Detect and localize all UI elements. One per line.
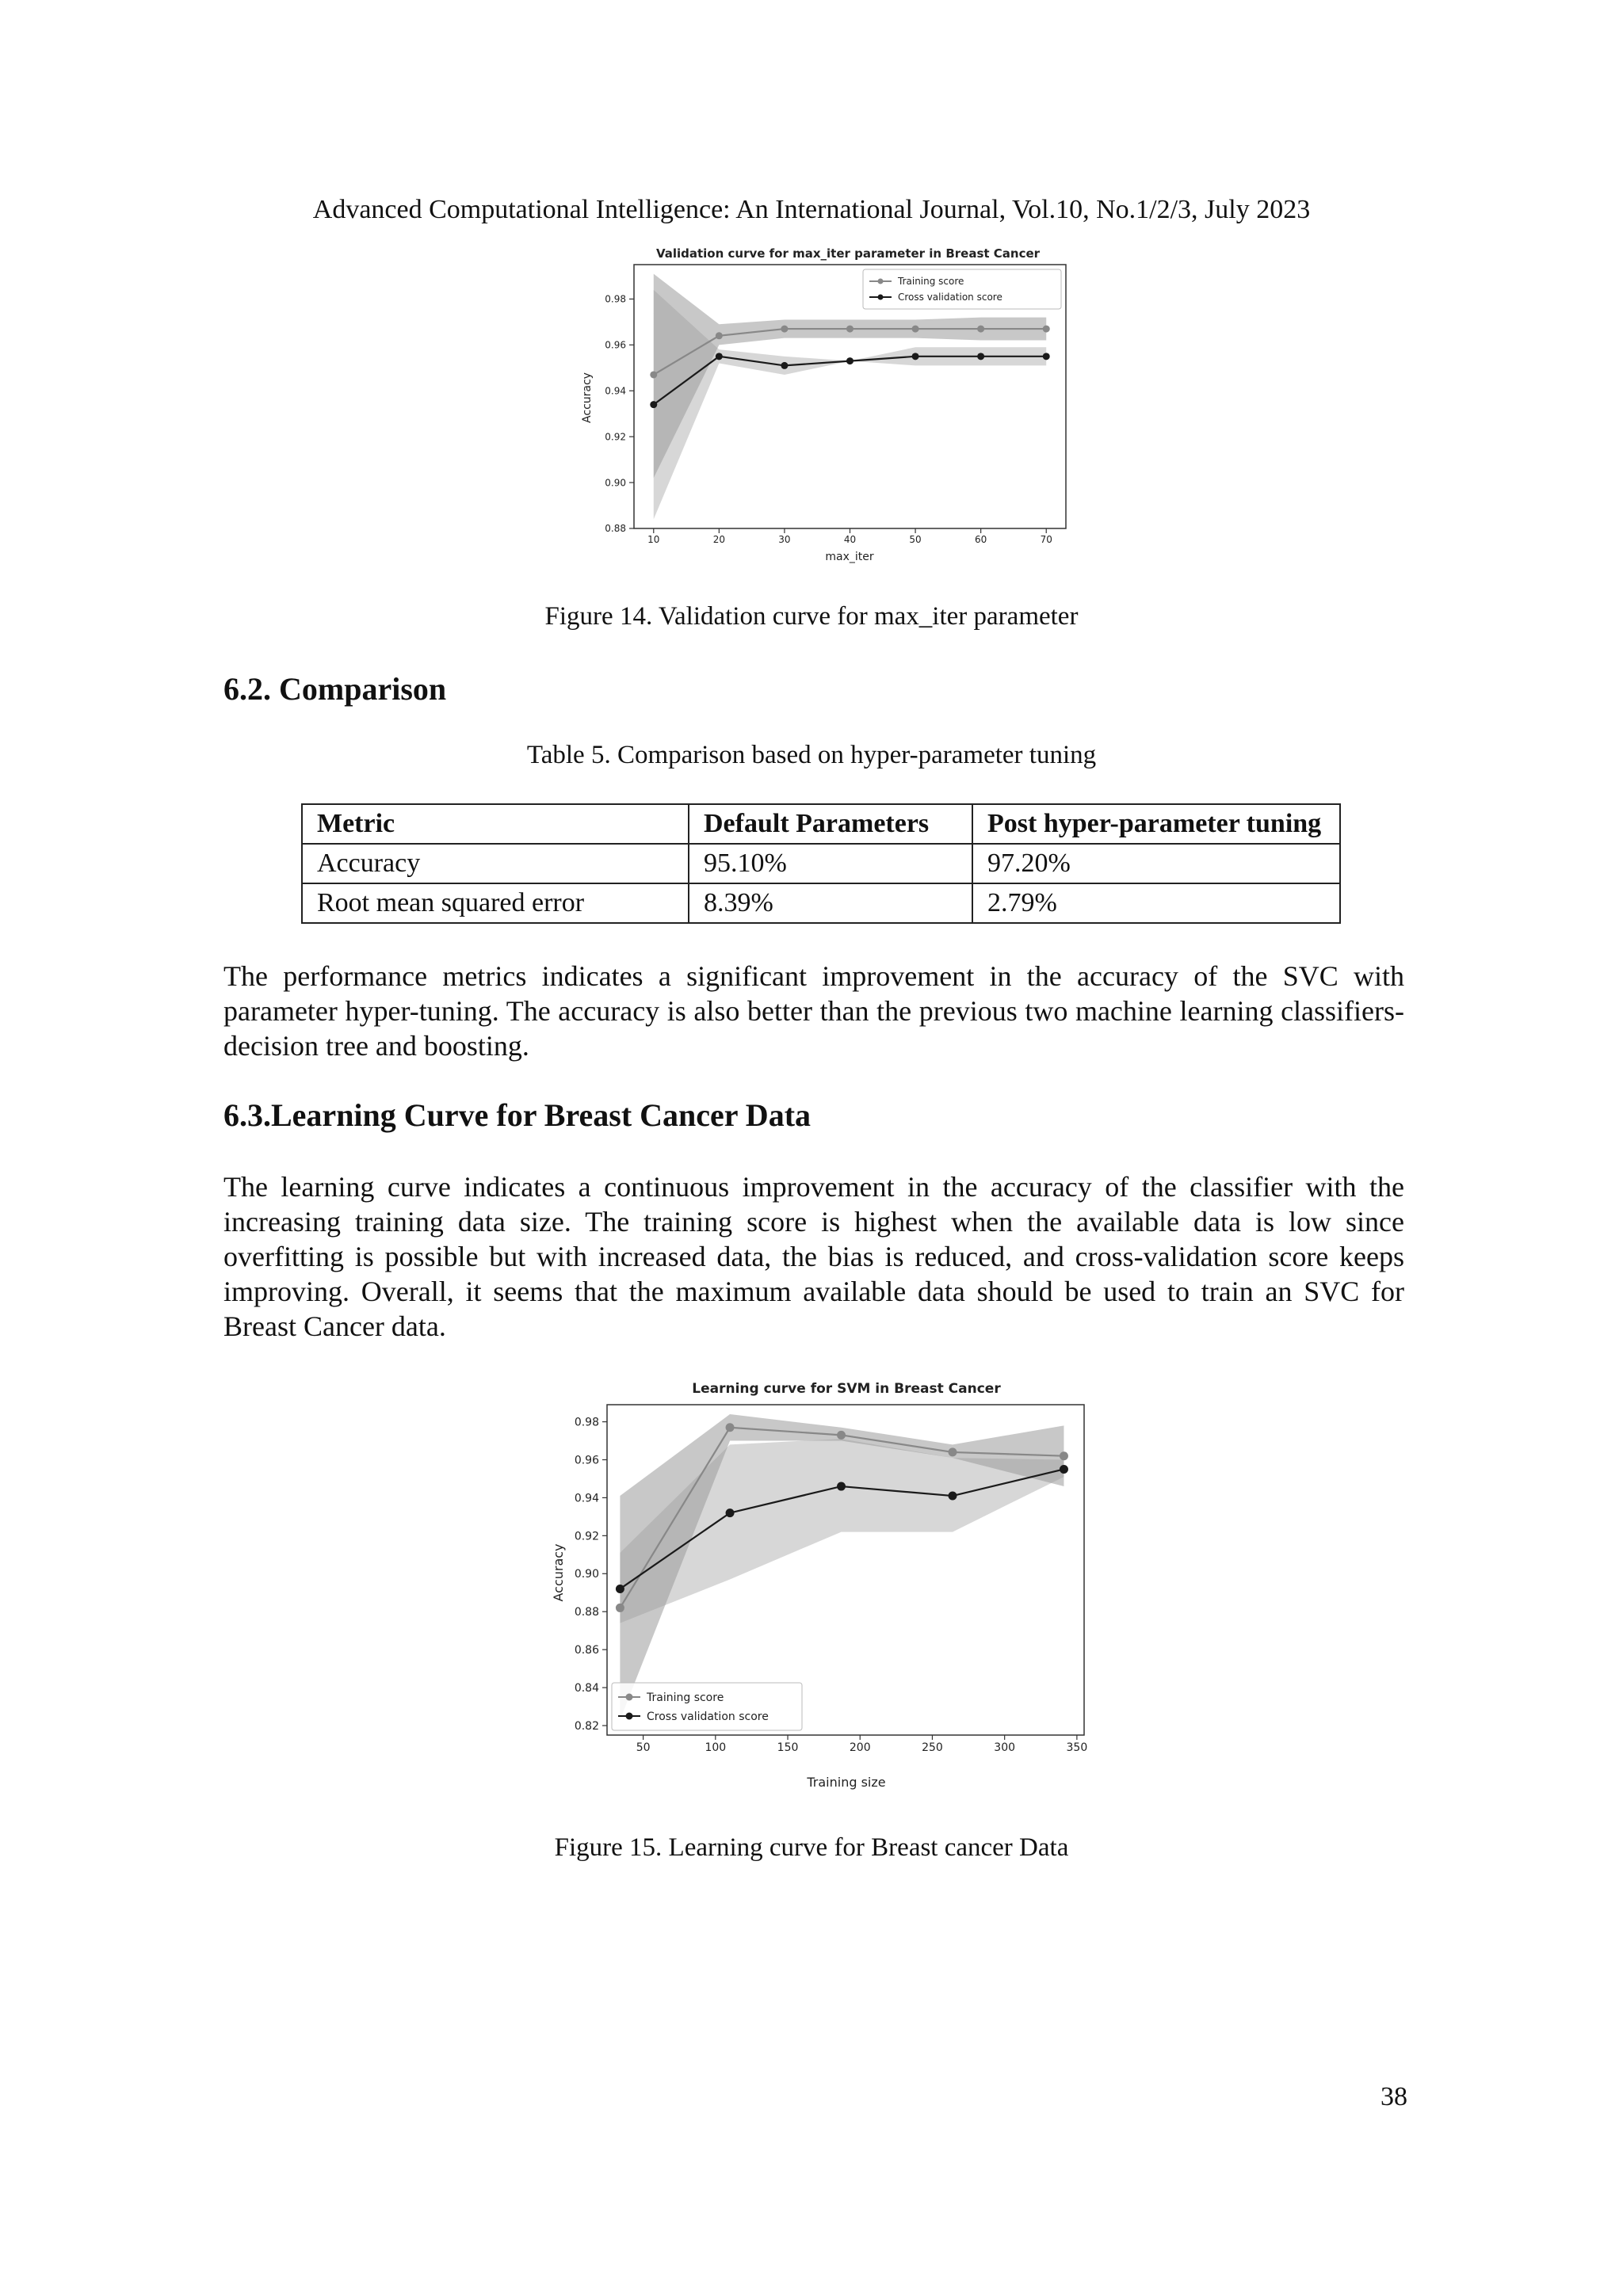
y-tick-label: 0.88: [574, 1606, 599, 1619]
data-point-cross-validation: [716, 353, 723, 360]
legend-swatch-marker: [878, 279, 884, 284]
data-point-cross-validation: [650, 401, 657, 408]
x-tick-label: 10: [647, 534, 660, 545]
data-point-cross-validation: [948, 1492, 957, 1501]
data-point-training: [948, 1447, 957, 1456]
y-tick-label: 0.96: [574, 1454, 599, 1467]
header-metric: Metric: [302, 804, 689, 844]
table-cell: 95.10%: [689, 844, 972, 883]
x-tick-label: 200: [849, 1741, 871, 1754]
data-point-cross-validation: [1043, 353, 1050, 360]
data-point-cross-validation: [912, 353, 919, 360]
x-tick-label: 20: [712, 534, 725, 545]
table-header-row: [302, 804, 1340, 844]
data-point-training: [837, 1431, 846, 1440]
figure-15-caption: Figure 15. Learning curve for Breast cancer Data: [554, 1833, 1069, 1862]
learning-curve-paragraph: The learning curve indicates a continuous improvement in the accuracy of the classifier with the increasing training data size. The training score is highest when the available data is low since overfitting is possible but with increased data, the bias is reduced, and cross-validation score keeps improving. Overall, it seems that the maximum available data should be used to train an SVC for Breast Cancer data.: [223, 1171, 1404, 1342]
table-cell: 97.20%: [972, 844, 1340, 883]
plot-area: [605, 274, 1052, 545]
y-tick-label: 0.90: [574, 1568, 599, 1581]
y-tick-label: 0.96: [605, 339, 626, 351]
table-row: [302, 844, 1340, 883]
legend-label: Cross validation score: [898, 292, 1002, 303]
table-5-caption: Table 5. Comparison based on hyper-parameter tuning: [526, 741, 1097, 769]
legend-swatch-marker: [878, 295, 884, 300]
data-point-training: [1043, 326, 1050, 333]
data-point-cross-validation: [616, 1585, 624, 1593]
chart-title: Learning curve for SVM in Breast Cancer: [692, 1381, 1001, 1397]
y-tick-label: 0.82: [574, 1719, 599, 1733]
table-cell: Accuracy: [302, 844, 689, 883]
x-tick-label: 350: [1066, 1741, 1088, 1754]
table-cell: 2.79%: [972, 883, 1340, 923]
x-tick-label: 100: [705, 1741, 727, 1754]
y-tick-label: 0.98: [574, 1416, 599, 1429]
data-point-training: [846, 326, 854, 333]
section-6-3-heading: 6.3.Learning Curve for Breast Cancer Data: [223, 1097, 812, 1133]
data-point-training: [1060, 1451, 1068, 1460]
data-point-cross-validation: [837, 1482, 846, 1491]
y-tick-label: 0.86: [574, 1644, 599, 1657]
x-tick-label: 300: [994, 1741, 1016, 1754]
legend-box: [612, 1683, 802, 1730]
table-cell: 8.39%: [689, 883, 972, 923]
figure-14-caption: Figure 14. Validation curve for max_iter parameter: [544, 602, 1079, 631]
x-tick-label: 60: [975, 534, 987, 545]
legend: [612, 1683, 802, 1730]
comparison-paragraph: The performance metrics indicates a significant improvement in the accuracy of the SVC with parameter hyper-tuning. The accuracy is also better than the previous two machine learning classifiers- decision tree and boosting.: [223, 960, 1404, 1062]
x-tick-label: 250: [922, 1741, 943, 1754]
running-header: Advanced Computational Intelligence: An International Journal, Vol.10, No.1/2/3, July 2023: [312, 195, 1311, 224]
y-tick-label: 0.94: [574, 1492, 599, 1505]
y-tick-label: 0.98: [605, 293, 626, 305]
table-cell: Root mean squared error: [302, 883, 689, 923]
data-point-training: [977, 326, 984, 333]
legend-swatch-marker: [626, 1694, 633, 1701]
data-point-training: [781, 326, 788, 333]
data-point-cross-validation: [1060, 1465, 1068, 1474]
figure-15-chart: [539, 1375, 1094, 1806]
data-point-training: [912, 326, 919, 333]
y-tick-label: 0.92: [574, 1530, 599, 1543]
y-axis-label: Accuracy: [581, 372, 594, 423]
x-axis-label: max_iter: [825, 551, 874, 563]
header-default: Default Parameters: [689, 804, 972, 844]
figure-14-chart: [567, 238, 1074, 566]
page-number: 38: [1381, 2082, 1407, 2111]
data-point-training: [716, 332, 723, 339]
x-tick-label: 50: [636, 1741, 651, 1754]
data-point-training: [726, 1423, 735, 1432]
x-tick-label: 30: [778, 534, 791, 545]
legend-label: Cross validation score: [647, 1710, 769, 1723]
y-tick-label: 0.88: [605, 523, 626, 535]
x-tick-label: 70: [1040, 534, 1052, 545]
y-tick-label: 0.90: [605, 477, 626, 489]
chart-title: Validation curve for max_iter parameter in Breast Cancer: [655, 246, 1041, 261]
section-6-2-heading: 6.2. Comparison: [223, 671, 447, 707]
y-tick-label: 0.94: [605, 385, 626, 397]
legend-label: Training score: [898, 276, 964, 288]
data-point-cross-validation: [977, 353, 984, 360]
data-point-training: [650, 371, 657, 378]
x-tick-label: 40: [843, 534, 857, 545]
x-tick-label: 50: [909, 534, 922, 545]
legend-swatch-marker: [626, 1713, 633, 1720]
legend: [863, 269, 1061, 309]
comparison-table: [301, 803, 1341, 924]
x-tick-label: 150: [777, 1741, 799, 1754]
x-axis-label: Training size: [807, 1775, 886, 1790]
y-tick-label: 0.84: [574, 1681, 599, 1695]
data-point-cross-validation: [846, 357, 854, 364]
legend-label: Training score: [647, 1691, 724, 1704]
header-post-tuning: Post hyper-parameter tuning: [972, 804, 1340, 844]
y-axis-label: Accuracy: [551, 1543, 566, 1602]
table-row: [302, 883, 1340, 923]
data-point-cross-validation: [726, 1508, 735, 1517]
y-tick-label: 0.92: [605, 431, 626, 443]
data-point-cross-validation: [781, 362, 788, 369]
data-point-training: [616, 1604, 624, 1612]
